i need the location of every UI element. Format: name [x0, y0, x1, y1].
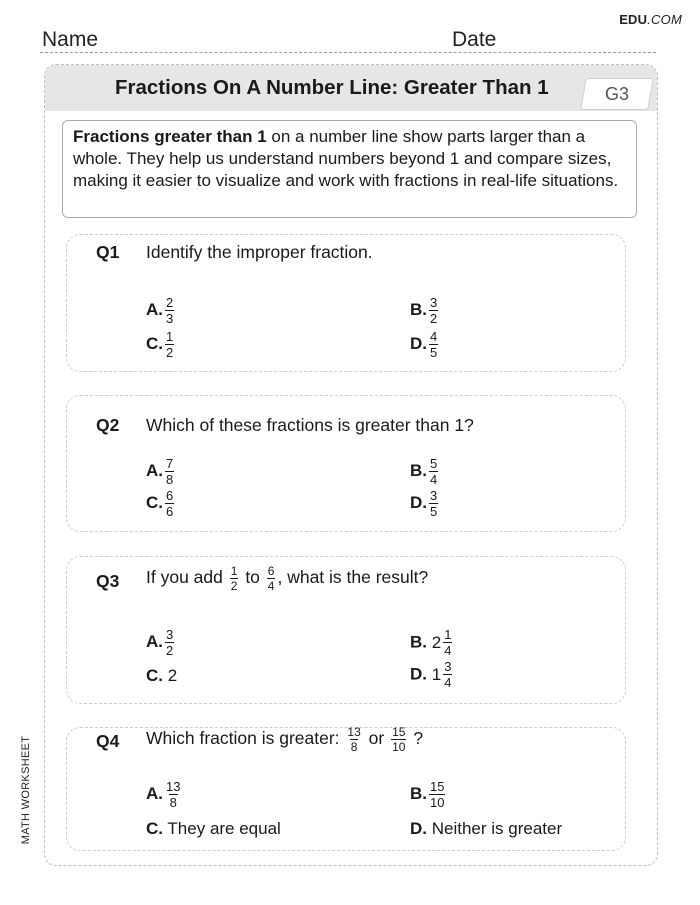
option-c[interactable] — [146, 489, 176, 518]
numerator: 3 — [444, 659, 452, 674]
question-text — [146, 565, 428, 592]
question-number: Q1 — [96, 242, 120, 262]
logo-suffix: .COM — [647, 12, 682, 27]
denominator: 8 — [166, 472, 174, 487]
date-label: Date — [452, 28, 497, 51]
logo-brand: EDU — [619, 12, 648, 27]
name-date-line[interactable] — [40, 26, 656, 53]
numerator: 6 — [267, 564, 275, 578]
fraction — [165, 296, 174, 325]
numerator: 13 — [166, 779, 181, 794]
fraction — [429, 489, 438, 518]
denominator: 5 — [430, 504, 438, 519]
option-a[interactable] — [146, 628, 176, 657]
numerator: 1 — [444, 627, 452, 642]
denominator: 8 — [169, 795, 177, 810]
option-letter: B. — [410, 783, 427, 803]
mixed-number — [432, 628, 455, 657]
fraction — [267, 565, 276, 592]
numerator: 1 — [166, 329, 174, 344]
grade-badge — [580, 78, 654, 110]
numerator: 2 — [166, 295, 174, 310]
option-letter: B. — [410, 460, 427, 480]
grade-label: G3 — [604, 84, 629, 104]
question-text-pre: If you add — [146, 567, 223, 588]
denominator: 6 — [166, 504, 174, 519]
denominator: 5 — [430, 345, 438, 360]
mixed-number — [432, 660, 455, 689]
fraction — [346, 726, 361, 753]
fraction — [165, 628, 174, 657]
name-label: Name — [42, 28, 99, 51]
option-d[interactable] — [410, 660, 454, 689]
option-c[interactable] — [146, 819, 281, 839]
denominator: 8 — [350, 740, 358, 754]
option-c[interactable] — [146, 330, 176, 359]
question-text-mid: or — [368, 728, 385, 749]
numerator: 5 — [430, 456, 438, 471]
numerator: 6 — [166, 488, 174, 503]
option-b[interactable] — [410, 628, 454, 657]
option-text: Neither is greater — [431, 819, 563, 838]
option-a[interactable] — [146, 780, 183, 809]
option-c[interactable] — [146, 666, 177, 686]
numerator: 1 — [230, 564, 238, 578]
numerator: 3 — [430, 488, 438, 503]
option-a[interactable] — [146, 296, 176, 325]
fraction — [443, 660, 452, 689]
side-label: MATH WORKSHEET — [20, 735, 32, 845]
fraction — [165, 489, 174, 518]
whole-part: 1 — [431, 664, 442, 684]
fraction — [429, 780, 445, 809]
denominator: 10 — [392, 740, 406, 754]
option-letter: A. — [146, 783, 163, 803]
question-text: Which of these fractions is greater than 1? — [146, 415, 474, 435]
question-text: Identify the improper fraction. — [146, 242, 373, 262]
denominator: 2 — [166, 643, 174, 658]
option-letter: D. — [410, 664, 427, 684]
denominator: 3 — [166, 311, 174, 326]
fraction — [165, 780, 181, 809]
denominator: 2 — [166, 345, 174, 360]
denominator: 2 — [230, 579, 238, 593]
option-letter: C. — [146, 819, 163, 838]
option-d[interactable] — [410, 489, 440, 518]
fraction — [165, 330, 174, 359]
intro-bold: Fractions greater than 1 — [73, 127, 267, 146]
option-letter: B. — [410, 299, 427, 319]
option-d[interactable] — [410, 330, 440, 359]
option-d[interactable] — [410, 819, 562, 839]
question-text — [146, 726, 423, 753]
denominator: 10 — [430, 795, 445, 810]
question-number: Q2 — [96, 415, 120, 435]
whole-part: 2 — [431, 632, 442, 652]
option-letter: C. — [146, 333, 163, 353]
option-letter: D. — [410, 333, 427, 353]
numerator: 3 — [430, 295, 438, 310]
option-letter: A. — [146, 460, 163, 480]
numerator: 7 — [166, 456, 174, 471]
option-letter: D. — [410, 819, 427, 838]
option-letter: A. — [146, 631, 163, 651]
numerator: 15 — [430, 779, 445, 794]
worksheet-title: Fractions On A Number Line: Greater Than 1 — [115, 76, 549, 99]
denominator: 4 — [444, 643, 452, 658]
option-letter: C. — [146, 666, 163, 685]
fraction — [429, 457, 438, 486]
numerator: 3 — [166, 627, 174, 642]
fraction — [230, 565, 239, 592]
question-number: Q4 — [96, 731, 120, 751]
option-b[interactable] — [410, 457, 440, 486]
denominator: 2 — [430, 311, 438, 326]
option-letter: D. — [410, 492, 427, 512]
denominator: 4 — [430, 472, 438, 487]
question-text-mid: to — [245, 567, 260, 588]
numerator: 13 — [347, 725, 361, 739]
denominator: 4 — [267, 579, 275, 593]
fraction — [443, 628, 452, 657]
intro-text: on a number line show parts larger than a whole. They help us understand numbers beyond 1 and compare sizes, making it easier to visualize and work with fractions in real-life situations. — [73, 127, 619, 190]
fraction — [391, 726, 406, 753]
option-letter: C. — [146, 492, 163, 512]
option-b[interactable] — [410, 296, 440, 325]
option-a[interactable] — [146, 457, 176, 486]
numerator: 15 — [392, 725, 406, 739]
option-letter: A. — [146, 299, 163, 319]
option-b[interactable] — [410, 780, 447, 809]
edu-logo — [619, 12, 682, 27]
denominator: 4 — [444, 675, 452, 690]
option-text: They are equal — [167, 819, 281, 838]
fraction — [165, 457, 174, 486]
fraction — [429, 296, 438, 325]
numerator: 4 — [430, 329, 438, 344]
intro-box — [62, 120, 637, 218]
question-text-post: , what is the result? — [277, 567, 429, 588]
question-number: Q3 — [96, 571, 120, 591]
fraction — [429, 330, 438, 359]
option-text: 2 — [167, 666, 178, 685]
option-letter: B. — [410, 632, 427, 652]
question-text-post: ? — [413, 728, 424, 749]
question-text-pre: Which fraction is greater: — [146, 728, 340, 749]
